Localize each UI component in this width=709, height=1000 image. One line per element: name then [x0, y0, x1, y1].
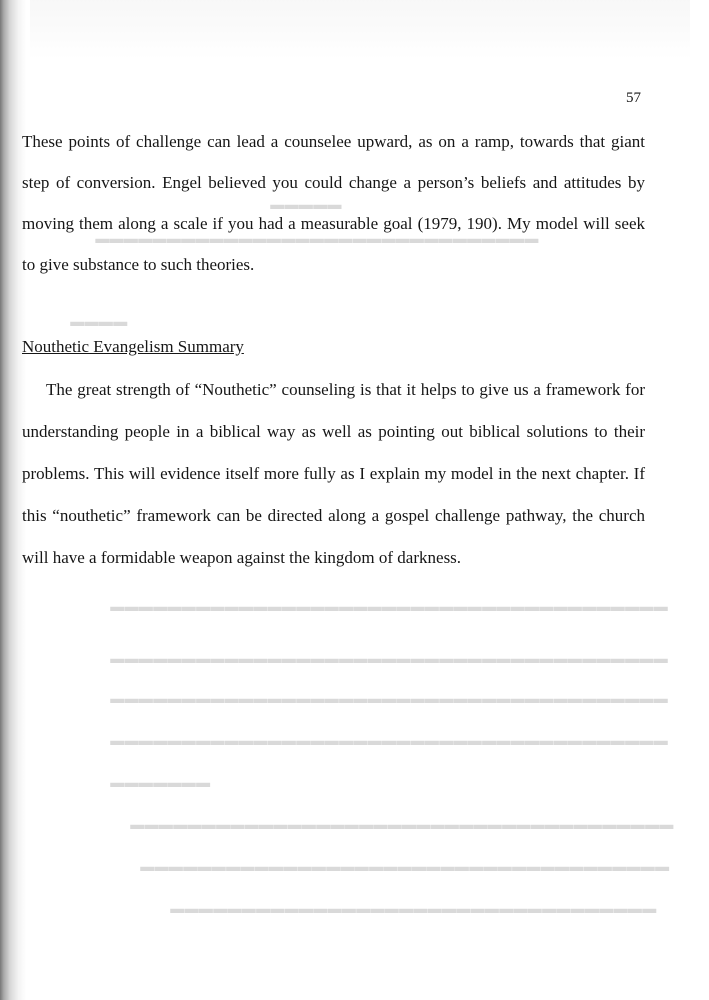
bleed-through-mark: ▬▬▬▬▬▬▬▬▬▬▬▬▬▬▬▬▬▬▬▬▬▬▬▬▬▬▬▬▬▬▬▬▬▬▬▬▬▬▬ [110, 734, 668, 749]
page-number: 57 [626, 90, 641, 106]
bleed-through-mark: ▬▬▬▬ [70, 315, 128, 330]
bleed-through-mark: ▬▬▬▬▬▬▬▬▬▬▬▬▬▬▬▬▬▬▬▬▬▬▬▬▬▬▬▬▬▬▬▬▬▬▬▬▬▬▬ [110, 692, 668, 707]
bleed-through-mark: ▬▬▬▬▬▬▬▬▬▬▬▬▬▬▬▬▬▬▬▬▬▬▬▬▬▬▬▬▬▬▬▬▬▬▬▬▬ [140, 860, 670, 875]
bleed-through-mark: ▬▬▬▬▬ [270, 198, 342, 213]
bleed-through-mark: ▬▬▬▬▬▬▬▬▬▬▬▬▬▬▬▬▬▬▬▬▬▬▬▬▬▬▬▬▬▬▬▬▬▬▬▬▬▬ [130, 818, 674, 833]
intro-paragraph: These points of challenge can lead a counselee upward, as on a ramp, towards that giant step of conversion. Engel believed you could change a person’s beliefs and attitudes by moving them along a scale if you had a measurable goal (1979, 190). My model will seek to give substance to such theories. [22, 132, 645, 274]
summary-paragraph: The great strength of “Nouthetic” counseling is that it helps to give us a framework for understanding people in a biblical way as well as pointing out biblical solutions to their problems. This will evidence itself more fully as I explain my model in the next chapter. If this “nouthetic” framework can be directed along a gospel challenge pathway, the church will have a formidable weapon against the kingdom of darkness. [22, 380, 645, 567]
bleed-through-mark: ▬▬▬▬▬▬▬▬▬▬▬▬▬▬▬▬▬▬▬▬▬▬▬▬▬▬▬▬▬▬▬▬▬▬ [170, 902, 657, 917]
bleed-through-mark: ▬▬▬▬▬▬▬▬▬▬▬▬▬▬▬▬▬▬▬▬▬▬▬▬▬▬▬▬▬▬▬▬▬▬▬▬▬▬▬ [110, 600, 668, 615]
section-heading: Nouthetic Evangelism Summary [22, 337, 244, 356]
bleed-through-mark: ▬▬▬▬▬▬▬▬▬▬▬▬▬▬▬▬▬▬▬▬▬▬▬▬▬▬▬▬▬▬▬▬▬▬▬▬▬▬▬ [110, 652, 668, 667]
scan-top-shading [30, 0, 690, 60]
bleed-through-mark: ▬▬▬▬▬▬▬▬▬▬▬▬▬▬▬▬▬▬▬▬▬▬▬▬▬▬▬▬▬▬▬ [95, 232, 539, 247]
bleed-through-mark: ▬▬▬▬▬▬▬ [110, 776, 211, 791]
